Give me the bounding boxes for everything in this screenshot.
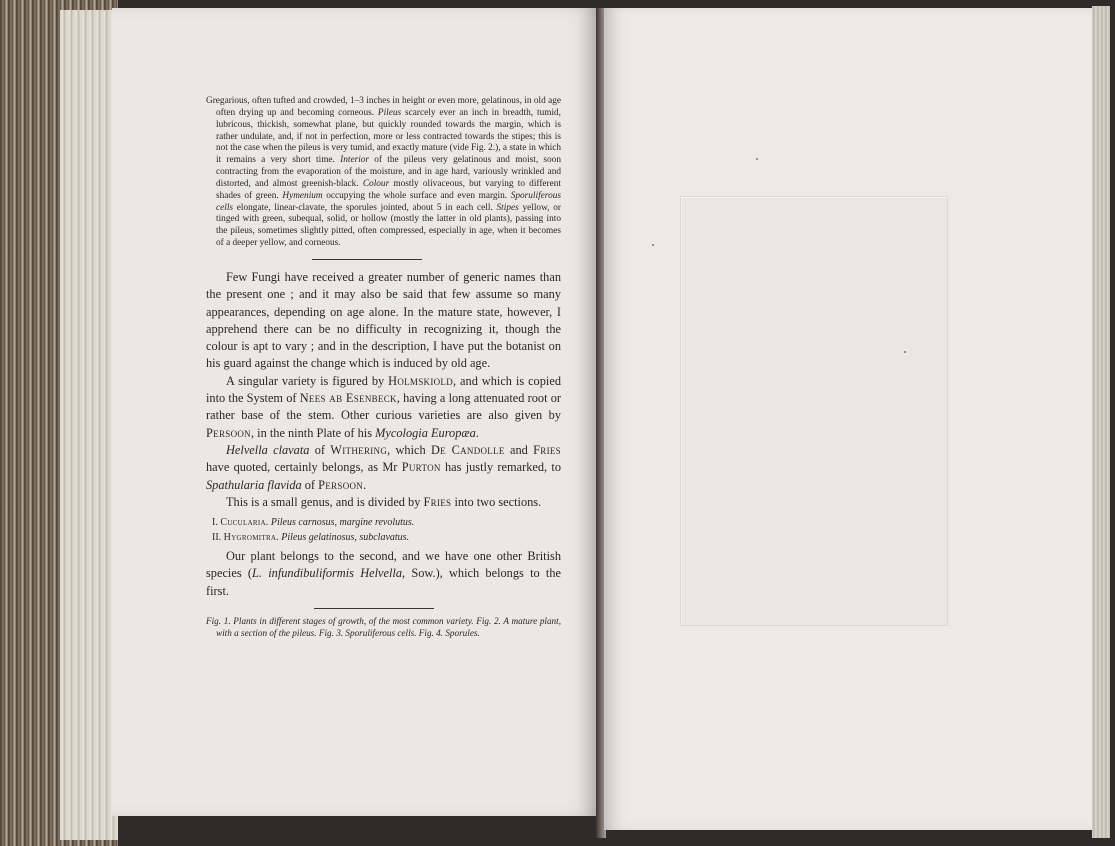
section-item — [206, 530, 561, 545]
author-name: Withering — [330, 442, 388, 457]
species-name: Helvella clavata — [226, 442, 310, 457]
plate-impression — [680, 196, 948, 626]
paper-speck — [756, 158, 758, 160]
text: , and which is copied into the System of — [206, 373, 561, 406]
text: Our plant belongs to the second, and we have one other British species ( — [206, 549, 561, 581]
text: . — [475, 425, 479, 440]
author-name: Persoon — [318, 477, 364, 492]
desc-text: elongate, linear-clavate, the sporules jointed, about 5 in each cell. — [233, 202, 497, 213]
text: This is a small genus, and is divided by — [226, 494, 424, 509]
text: , which — [387, 442, 431, 457]
section-list — [206, 515, 561, 545]
species-name: Spathularia flavida — [206, 477, 302, 492]
right-page — [604, 8, 1092, 830]
paragraph-4 — [206, 494, 561, 511]
section-number: I. — [212, 517, 221, 529]
species-name: L. infundibuliformis Helvella, — [252, 566, 406, 581]
desc-text: of the pileus very gelatinous and moist, soon contracting from the evaporation of the moisture, and in age hard, variously wrinkled and distorted, and almost greenish-black. — [216, 155, 561, 189]
desc-text: yellow, or tinged with green, subequal, solid, or hollow (mostly the latter in old plants), passing into the pileus, sometimes slightly pitted, often compressed, especially in age, when it becomes of a deeper yellow, and corneous. — [216, 202, 561, 249]
desc-text: scarcely ever an inch in breadth, tumid, lubricous, thickish, somewhat plane, but quickly rounded towards the margin, which is rather undulate, and, if not in perfection, more or less contracted towards the stipes; this is not the case when the pileus is very tumid, and exactly mature (vide Fig. 2.), a state in which it remains a very short time. — [216, 107, 562, 166]
text: , in the ninth Plate of his — [250, 425, 376, 440]
paragraph-2 — [206, 373, 561, 442]
author-name: Nees ab Esenbeck — [299, 391, 397, 406]
section-name: Hygromitra — [223, 532, 277, 544]
paragraph-1: Few Fungi have received a greater number of generic names than the present one ; and it may also be said that few assume so many appearances, depending on age alone. In the mature state, however, I apprehend there can be no difficulty in recognizing it, though the colour is apt to vary ; and in the description, I have put the botanist on his guard against the change which is induced by old age. — [206, 269, 561, 371]
divider-rule — [314, 608, 434, 609]
section-item — [206, 515, 561, 530]
desc-text: occupying the whole surface and even margin. — [322, 190, 511, 201]
author-name: Holmskiold — [388, 373, 454, 388]
author-name: Fries — [423, 494, 452, 509]
author-name: De Candolle — [430, 442, 505, 457]
paragraph-5 — [206, 548, 561, 600]
section-diagnosis: . Pileus gelatinosus, subclavatus. — [276, 532, 410, 544]
species-description — [206, 96, 561, 250]
desc-term-stipes: Stipes — [496, 202, 519, 213]
text: Sow.), which belongs to the first. — [206, 566, 562, 598]
page-edges-right — [1092, 6, 1110, 838]
text: A singular variety is figured by — [226, 373, 389, 388]
desc-term-colour: Colour — [362, 178, 390, 189]
paragraph-3 — [206, 442, 561, 494]
text: of — [301, 477, 319, 492]
divider-rule — [312, 259, 422, 260]
author-name: Fries — [533, 442, 561, 457]
desc-term-cells: Sporuliferous cells — [216, 190, 561, 213]
section-number: II. — [212, 532, 224, 544]
desc-term-interior: Interior — [340, 155, 370, 166]
desc-text: mostly olivaceous, but varying to different shades of green. — [216, 178, 562, 201]
section-name: Cucularia — [220, 517, 266, 529]
text: and — [504, 442, 534, 457]
page-edges-left — [0, 0, 118, 846]
text: of — [309, 442, 331, 457]
left-page-text — [206, 96, 561, 639]
desc-term-pileus: Pileus — [377, 107, 402, 118]
book-title: Mycologia Europæa — [375, 425, 476, 440]
paper-speck — [904, 351, 906, 353]
text: , having a long attenuated root or rather base of the stem. Other curious varieties are also given by — [206, 391, 561, 423]
paper-speck — [652, 244, 654, 246]
section-diagnosis: . Pileus carnosus, margine revolutus. — [265, 517, 415, 529]
text: have quoted, certainly belongs, as Mr — [206, 460, 402, 475]
author-name: Persoon — [206, 425, 251, 440]
desc-text: Gregarious, often tufted and crowded, 1–3 inches in height or even more, gelatinous, in old age often drying up and becoming corneous. — [206, 96, 561, 118]
text: . — [363, 477, 367, 492]
figure-caption: Fig. 1. Plants in different stages of growth, of the most common variety. Fig. 2. A mature plant, with a section of the pileus. Fig. 3. Sporuliferous cells. Fig. 4. Sporules. — [206, 616, 561, 639]
desc-term-hymenium: Hymenium — [282, 190, 323, 201]
author-name: Purton — [401, 460, 441, 475]
text: into two sections. — [451, 494, 542, 509]
text: has justly remarked, to — [440, 460, 561, 475]
